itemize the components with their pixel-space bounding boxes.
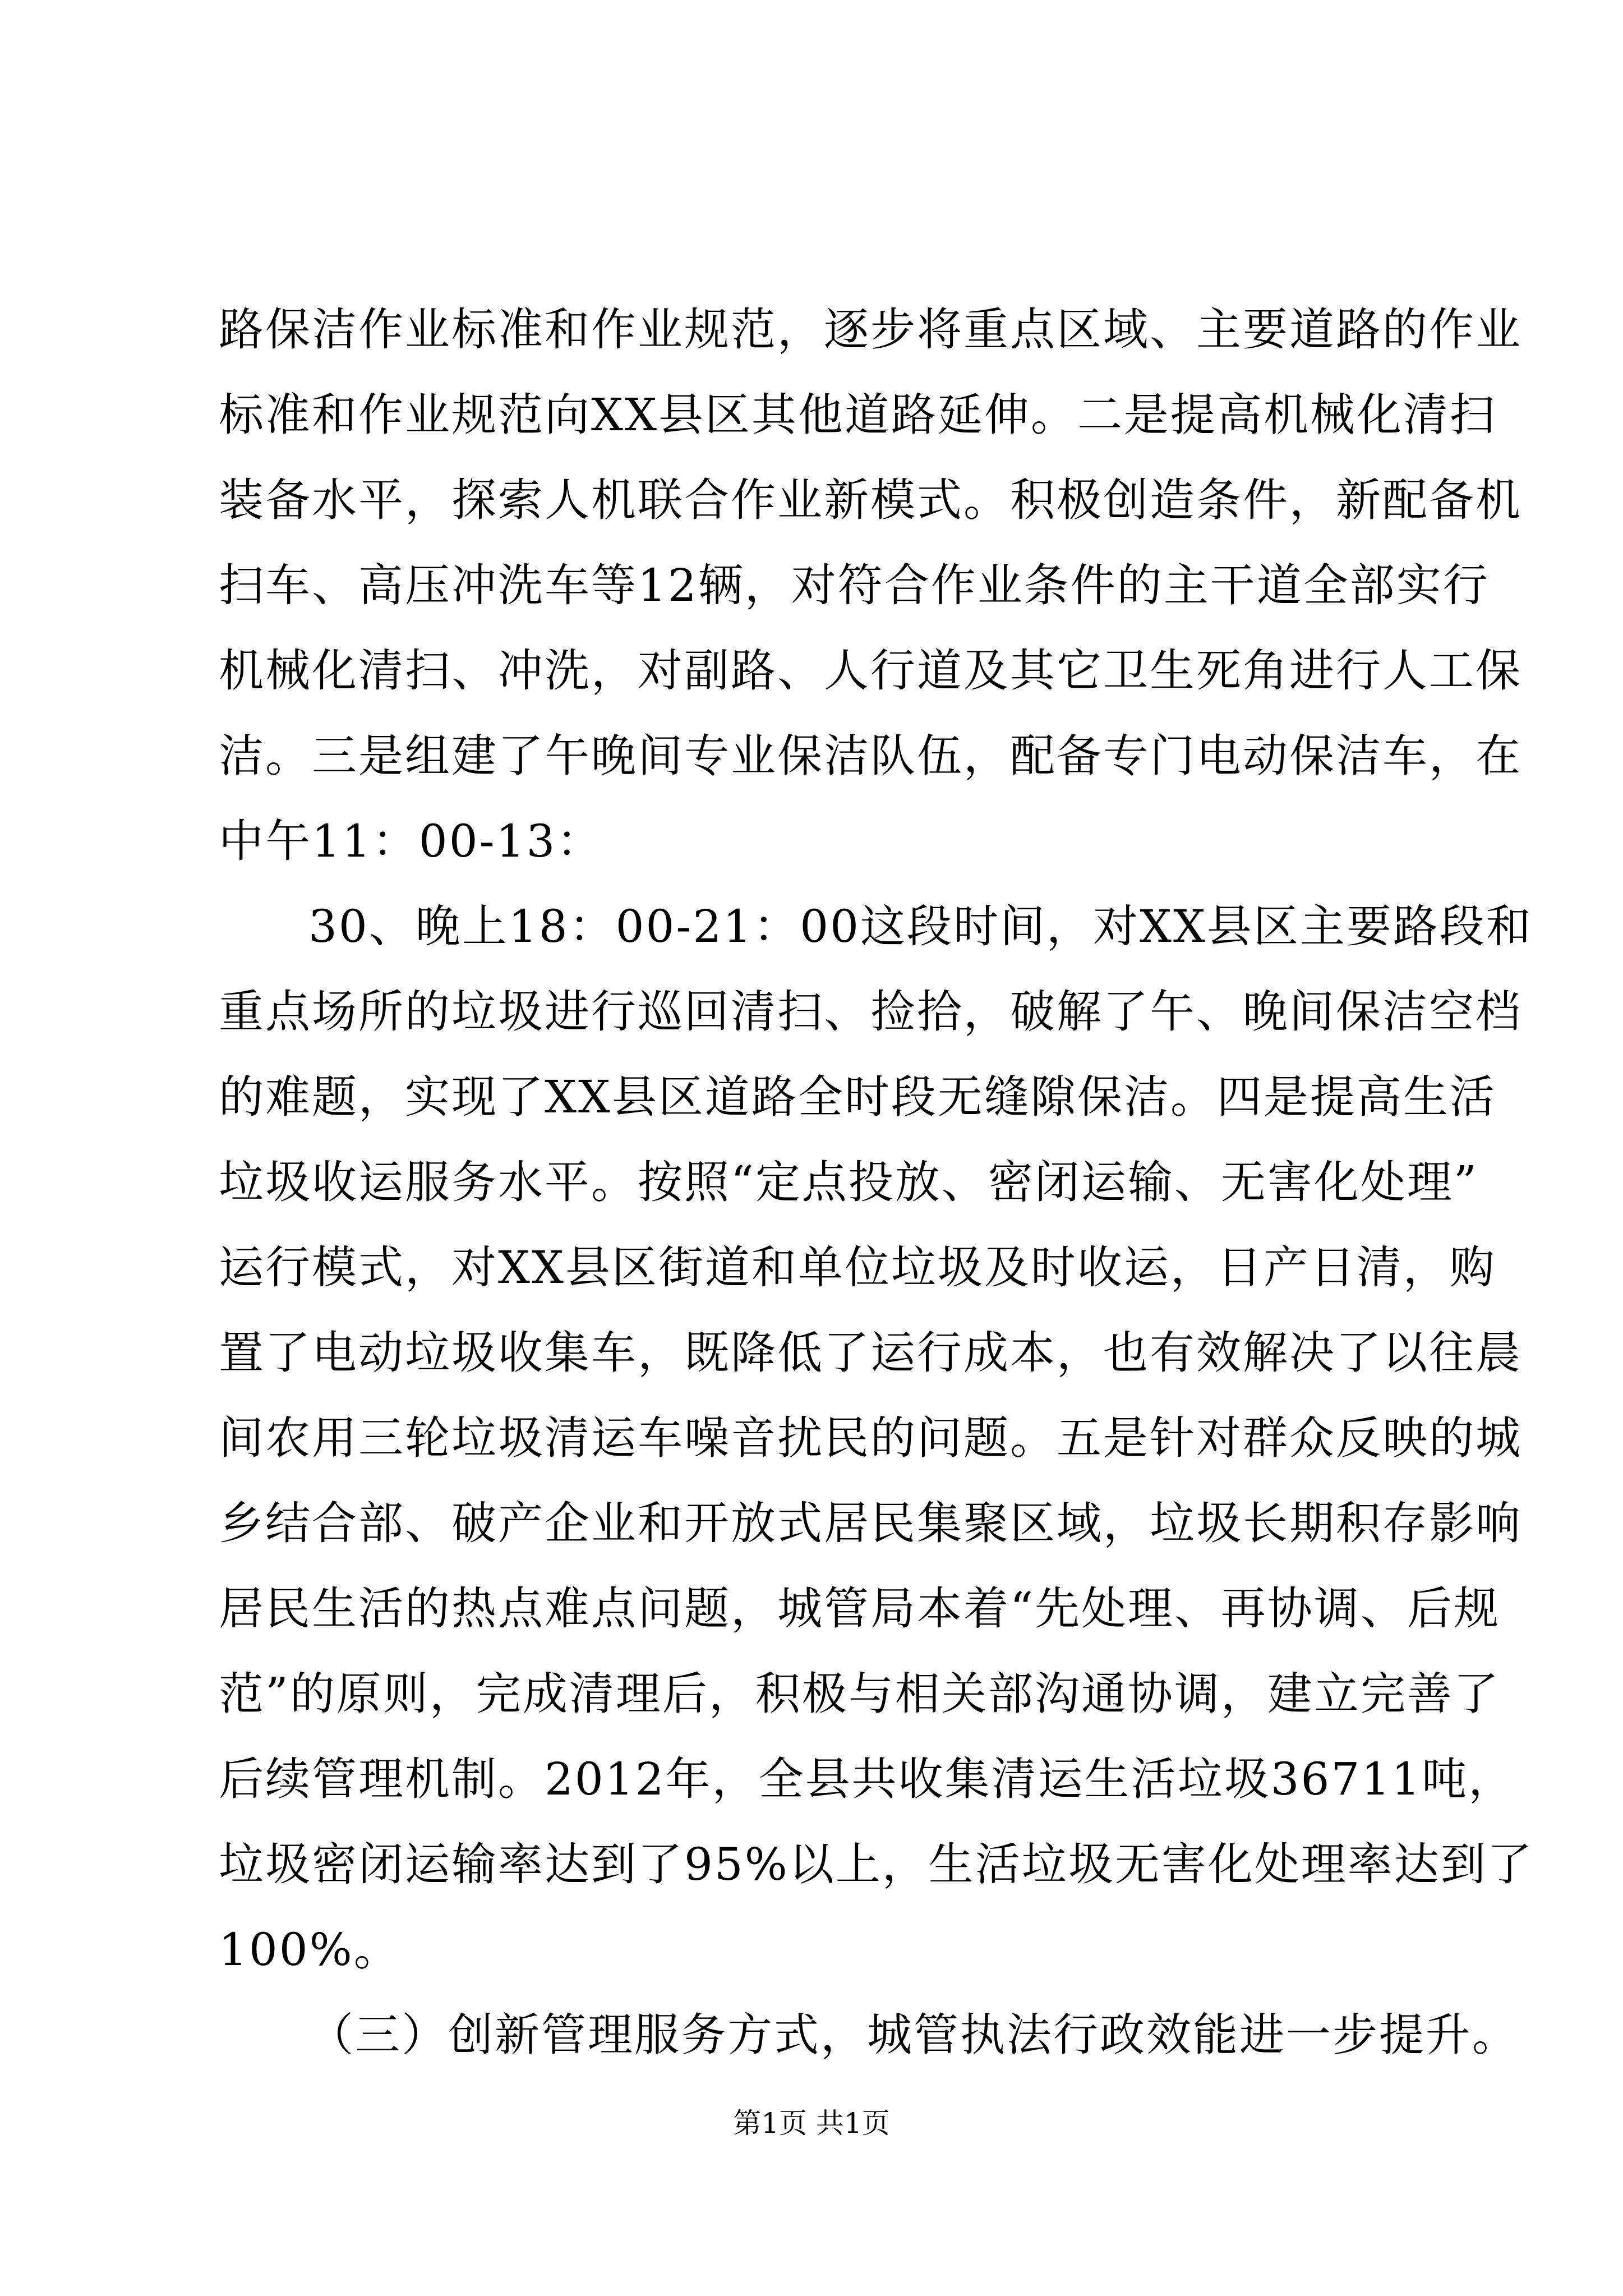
text-line: 垃圾密闭运输率达到了95%以上，生活垃圾无害化处理率达到了 (219, 1838, 1534, 1890)
section-heading: （三）创新管理服务方式，城管执法行政效能进一步提升。 (308, 2009, 1519, 2061)
text-line: 标准和作业规范向XX县区其他道路延伸。二是提高机械化清扫 (219, 389, 1496, 441)
text-line: 居民生活的热点难点问题，城管局本着“先处理、再协调、后规 (219, 1582, 1500, 1635)
text-line: 范”的原则，完成清理后，积极与相关部沟通协调，建立完善了 (219, 1668, 1500, 1720)
text-line: 置了电动垃圾收集车，既降低了运行成本，也有效解决了以往晨 (219, 1327, 1522, 1379)
text-line: 机械化清扫、冲洗，对副路、人行道及其它卫生死角进行人工保 (219, 645, 1522, 697)
page-footer: 第1页 共1页 (733, 2107, 890, 2139)
text-line: 后续管理机制。2012年，全县共收集清运生活垃圾36711吨， (219, 1753, 1515, 1805)
text-line: 洁。三是组建了午晚间专业保洁队伍，配备专门电动保洁车，在 (219, 730, 1522, 782)
text-line: 100%。 (219, 1924, 400, 1976)
text-line: 运行模式，对XX县区街道和单位垃圾及时收运，日产日清，购 (219, 1241, 1496, 1294)
text-line: 垃圾收运服务水平。按照“定点投放、密闭运输、无害化处理” (219, 1156, 1478, 1208)
paragraph-start-line: 30、晚上18：00-21：00这段时间，对XX县区主要路段和 (308, 900, 1533, 953)
text-line: 重点场所的垃圾进行巡回清扫、捡拾，破解了午、晚间保洁空档 (219, 986, 1522, 1038)
body-text (219, 287, 1534, 2078)
text-line: 间农用三轮垃圾清运车噪音扰民的问题。五是针对群众反映的城 (219, 1412, 1522, 1464)
text-line: 扫车、高压冲洗车等12辆，对符合作业条件的主干道全部实行 (219, 559, 1490, 611)
text-line: 的难题，实现了XX县区道路全时段无缝隙保洁。四是提高生活 (219, 1071, 1496, 1123)
text-line: 装备水平，探索人机联合作业新模式。积极创造条件，新配备机 (219, 474, 1522, 526)
text-line: 中午11：00-13： (219, 815, 603, 867)
text-line: 乡结合部、破产企业和开放式居民集聚区域，垃圾长期积存影响 (219, 1497, 1522, 1549)
text-line: 路保洁作业标准和作业规范，逐步将重点区域、主要道路的作业 (219, 303, 1522, 356)
